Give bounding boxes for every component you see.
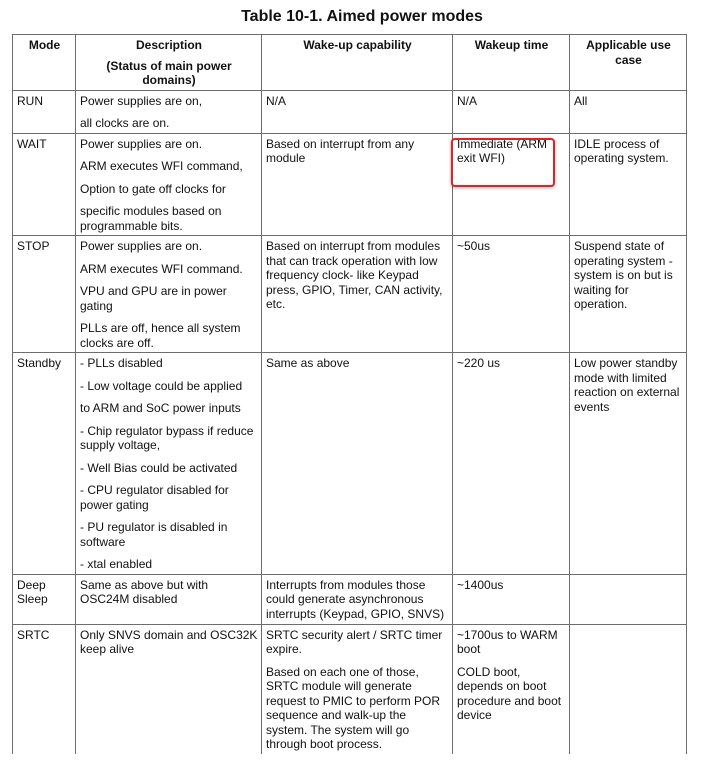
cell-paragraph: Based on interrupt from modules that can track operation with low frequency clock- like Keypad press, GPIO, Timer, CAN activity, etc. — [266, 239, 443, 311]
table-row — [13, 624, 687, 754]
header-description-label: Description — [135, 38, 202, 52]
cell-paragraph: All — [574, 93, 588, 108]
use-case-cell — [570, 353, 687, 575]
wakeup-capability-cell — [262, 574, 453, 624]
use-case-cell — [570, 574, 687, 624]
cell-paragraph: SRTC security alert / SRTC timer expire. — [266, 627, 443, 656]
mode-cell: SRTC — [13, 624, 76, 754]
cell-paragraph: Interrupts from modules those could generate asynchronous interrupts (Keypad, GPIO, SNVS) — [266, 577, 445, 621]
use-case-cell — [570, 236, 687, 353]
cell-paragraph: Based on each one of those, SRTC module will generate request to PMIC to perform POR sequence and walk-up the system. The system will go through boot process. — [266, 664, 441, 751]
use-case-cell — [570, 90, 687, 133]
cell-paragraph: to ARM and SoC power inputs — [80, 401, 241, 415]
table-title: Table 10-1. Aimed power modes — [241, 8, 483, 25]
cell-paragraph: - Low voltage could be applied — [80, 378, 243, 393]
wakeup-time-cell — [453, 353, 570, 575]
cell-paragraph: ~1700us to WARM boot — [457, 627, 558, 656]
mode-cell: Deep Sleep — [13, 574, 76, 624]
cell-paragraph: Power supplies are on. — [80, 239, 203, 253]
header-mode: Mode — [13, 35, 76, 91]
header-wakeup-time: Wakeup time — [453, 35, 570, 91]
wakeup-capability-cell — [262, 133, 453, 236]
table-row — [13, 133, 687, 236]
wakeup-capability-cell — [262, 236, 453, 353]
cell-paragraph: Immediate (ARM exit WFI) — [457, 136, 548, 165]
cell-paragraph: PLLs are off, hence all system clocks are off. — [80, 321, 241, 350]
wakeup-time-cell — [453, 133, 570, 236]
table-row — [13, 574, 687, 624]
wakeup-time-cell — [453, 90, 570, 133]
cell-paragraph: N/A — [266, 93, 287, 108]
cell-paragraph: specific modules based on programmable bits. — [80, 204, 222, 233]
description-cell — [76, 90, 262, 133]
wakeup-capability-cell — [262, 624, 453, 754]
mode-cell: Standby — [13, 353, 76, 575]
description-cell — [76, 574, 262, 624]
cell-paragraph: Option to gate off clocks for — [80, 181, 226, 196]
table-row — [13, 90, 687, 133]
cell-paragraph: Same as above — [266, 356, 350, 370]
description-cell — [76, 624, 262, 754]
cell-paragraph: - xtal enabled — [80, 557, 153, 571]
cell-paragraph: Based on interrupt from any module — [266, 136, 415, 165]
cell-paragraph: Power supplies are on. — [80, 136, 203, 151]
description-cell — [76, 236, 262, 353]
header-use-case: Applicable use case — [570, 35, 687, 91]
wakeup-time-cell — [453, 236, 570, 353]
cell-paragraph: Same as above but with OSC24M disabled — [80, 577, 209, 606]
table-header-row — [13, 35, 687, 91]
cell-paragraph: ~220 us — [457, 356, 501, 370]
cell-paragraph: Power supplies are on, — [80, 93, 203, 108]
wakeup-time-cell — [453, 574, 570, 624]
wakeup-time-cell — [453, 624, 570, 754]
power-modes-table — [12, 34, 687, 754]
cell-paragraph: - CPU regulator disabled for power gating — [80, 483, 229, 512]
cell-paragraph: ~50us — [457, 239, 491, 253]
description-cell — [76, 133, 262, 236]
wakeup-capability-cell — [262, 353, 453, 575]
cell-paragraph: IDLE process of operating system. — [574, 136, 669, 165]
use-case-cell — [570, 624, 687, 754]
cell-paragraph: Suspend state of operating system - system is on but is waiting for operation. — [574, 239, 673, 311]
cell-paragraph: ARM executes WFI command, — [80, 159, 243, 173]
header-description — [76, 35, 262, 91]
cell-paragraph: - Well Bias could be activated — [80, 460, 238, 475]
header-wakeup-capability: Wake-up capability — [262, 35, 453, 91]
description-cell — [76, 353, 262, 575]
cell-paragraph: Only SNVS domain and OSC32K keep alive — [80, 627, 258, 656]
cell-paragraph: - Chip regulator bypass if reduce supply voltage, — [80, 423, 254, 452]
cell-paragraph: Low power standby mode with limited reaction on external events — [574, 356, 680, 414]
table-row — [13, 353, 687, 575]
table-row — [13, 236, 687, 353]
use-case-cell — [570, 133, 687, 236]
cell-paragraph: ~1400us — [457, 577, 504, 592]
header-description-sub: (Status of main power domains) — [106, 58, 232, 87]
cell-paragraph: all clocks are on. — [80, 116, 170, 130]
mode-cell: RUN — [13, 90, 76, 133]
cell-paragraph: - PLLs disabled — [80, 356, 163, 370]
mode-cell: STOP — [13, 236, 76, 353]
cell-paragraph: - PU regulator is disabled in software — [80, 520, 228, 549]
cell-paragraph: COLD boot, depends on boot procedure and boot device — [457, 664, 562, 722]
mode-cell: WAIT — [13, 133, 76, 236]
wakeup-capability-cell — [262, 90, 453, 133]
cell-paragraph: ARM executes WFI command. — [80, 261, 243, 276]
cell-paragraph: VPU and GPU are in power gating — [80, 284, 227, 313]
cell-paragraph: N/A — [457, 93, 478, 108]
